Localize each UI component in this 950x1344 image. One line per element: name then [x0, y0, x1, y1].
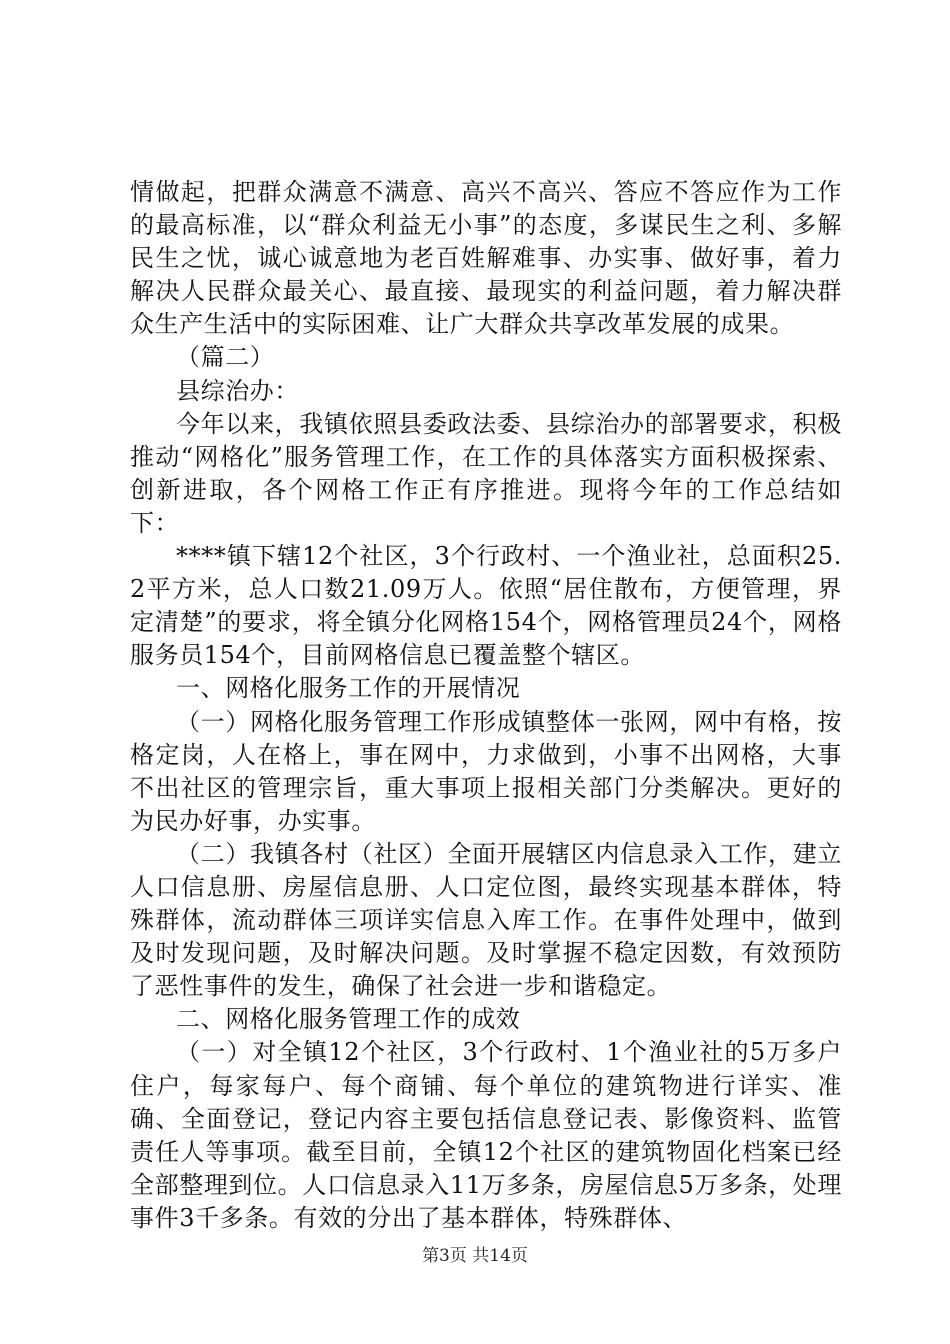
paragraph-item-1-2: （二）我镇各村（社区）全面开展辖区内信息录入工作，建立人口信息册、房屋信息册、人口定位图，最终实现基本群体，特殊群体，流动群体三项详实信息入库工作。在事件处理中，做到及时发现问题，及时解决问题。及时掌握不稳定因数，有效预防了恶性事件的发生，确保了社会进一步和谐稳定。 [130, 839, 842, 1001]
addressee-line: 县综治办： [176, 376, 299, 405]
section-heading-part-two: （篇二） [176, 343, 275, 372]
document-body [130, 176, 842, 1235]
page-number-footer: 第3页 共14页 [422, 1246, 528, 1266]
heading-section-one: 一、网格化服务工作的开展情况 [176, 674, 521, 703]
paragraph-item-2-1: （一）对全镇12个社区，3个行政村、1个渔业社的5万多户住户，每家每户、每个商铺、每个单位的建筑物进行详实、准确、全面登记，登记内容主要包括信息登记表、影像资料、监管责任人等事项。截至目前，全镇12个社区的建筑物固化档案已经全部整理到位。人口信息录入11万多条，房屋信息5万多条，处理事件3千多条。有效的分出了基本群体，特殊群体、 [130, 1038, 842, 1232]
heading-section-two: 二、网格化服务管理工作的成效 [176, 1005, 521, 1034]
paragraph-intro: 今年以来，我镇依照县委政法委、县综治办的部署要求，积极推动“网格化”服务管理工作，在工作的具体落实方面积极探索、创新进取，各个网格工作正有序推进。现将今年的工作总结如下： [130, 409, 842, 537]
paragraph-overview: ****镇下辖12个社区，3个行政村、一个渔业社，总面积25.2平方米，总人口数21.09万人。依照“居住散布，方便管理，界定清楚”的要求，将全镇分化网格154个，网格管理员24个，网格服务员154个，目前网格信息已覆盖整个辖区。 [130, 542, 842, 670]
paragraph-continuation: 情做起，把群众满意不满意、高兴不高兴、答应不答应作为工作的最高标准，以“群众利益无小事”的态度，多谋民生之利、多解民生之忧，诚心诚意地为老百姓解难事、办实事、做好事，着力解决人民群众最关心、最直接、最现实的利益问题，着力解决群众生产生活中的实际困难、让广大群众共享改革发展的成果。 [130, 178, 842, 339]
paragraph-item-1-1: （一）网格化服务管理工作形成镇整体一张网，网中有格，按格定岗，人在格上，事在网中，力求做到，小事不出网格，大事不出社区的管理宗旨，重大事项上报相关部门分类解决。更好的为民办好事，办实事。 [130, 707, 842, 835]
